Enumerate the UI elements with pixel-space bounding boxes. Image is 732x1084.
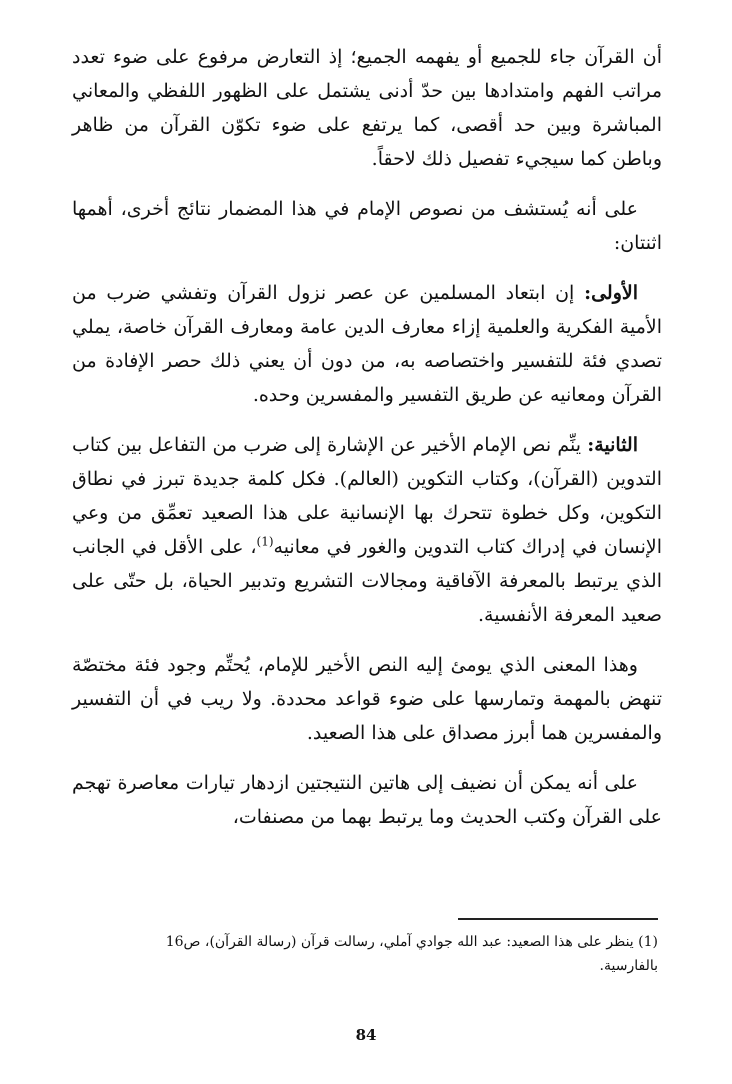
- footnote-1-line-2: بالفارسية.: [599, 958, 658, 974]
- paragraph-5-text: وهذا المعنى الذي يومئ إليه النص الأخير للإمام، يُحتِّم وجود فئة مختصّة تنهض بالمهمة وتمارسها على ضوء قواعد محددة. ولا ريب في أن التفسير والمفسرين هما أبرز مصداق على هذا الصعيد.: [72, 654, 662, 744]
- paragraph-1: [72, 40, 662, 176]
- paragraph-5: [72, 648, 662, 750]
- paragraph-4: [72, 428, 662, 632]
- paragraph-1-text: أن القرآن جاء للجميع أو يفهمه الجميع؛ إذ التعارض مرفوع على ضوء تعدد مراتب الفهم وامتدادها بين حدّ أدنى يشتمل على الظهور اللفظي والمعاني المباشرة وبين حد أقصى، كما يرتفع على ضوء تكوّن القرآن من ظاهر وباطن كما سيجيء تفصيل ذلك لاحقاً.: [72, 46, 662, 170]
- paragraph-4-text-b: ، على الأقل في الجانب الذي يرتبط بالمعرفة الآفاقية ومجالات التشريع وتدبير الحياة، بل حتّى على صعيد المعرفة الأنفسية.: [72, 536, 662, 626]
- body-text: [72, 40, 662, 850]
- page-number: 84: [355, 1026, 377, 1044]
- paragraph-3-lead: الأولى:: [584, 282, 638, 304]
- paragraph-3: [72, 276, 662, 412]
- paragraph-6-text: على أنه يمكن أن نضيف إلى هاتين النتيجتين ازدهار تيارات معاصرة تهجم على القرآن وكتب الحديث وما يرتبط بهما من مصنفات،: [72, 772, 662, 828]
- footnotes-section: [72, 930, 658, 978]
- paragraph-2: [72, 192, 662, 260]
- paragraph-4-text-a: ينِّم نص الإمام الأخير عن الإشارة إلى ضرب من التفاعل بين كتاب التدوين (القرآن)، وكتاب التكوين (العالم). فكل كلمة جديدة تبرز في نطاق التكوين، وكل خطوة تتحرك بها الإنسانية على هذا الصعيد تعمِّق من وعي الإنسان في إدراك كتاب التدوين والغور في معانيه: [72, 434, 663, 558]
- footnote-1-line-1: (1) ينظر على هذا الصعيد: عبد الله جوادي آملي، رسالت قرآن (رسالة القرآن)، ص16: [165, 934, 658, 950]
- paragraph-6: [72, 766, 662, 834]
- paragraph-3-text: إن ابتعاد المسلمين عن عصر نزول القرآن وتفشي ضرب من الأمية الفكرية والعلمية إزاء معارف الدين عامة ومعارف القرآن خاصة، يملي تصدي فئة للتفسير واختصاصه به، من دون أن يعني ذلك حصر الإفادة من القرآن ومعانيه عن طريق التفسير والمفسرين وحده.: [72, 282, 662, 406]
- paragraph-4-lead: الثانية:: [587, 434, 638, 456]
- footnote-reference[interactable]: (1): [256, 534, 274, 549]
- footnote-divider: [458, 918, 658, 920]
- paragraph-2-text: على أنه يُستشف من نصوص الإمام في هذا المضمار نتائج أخرى، أهمها اثنتان:: [72, 198, 662, 254]
